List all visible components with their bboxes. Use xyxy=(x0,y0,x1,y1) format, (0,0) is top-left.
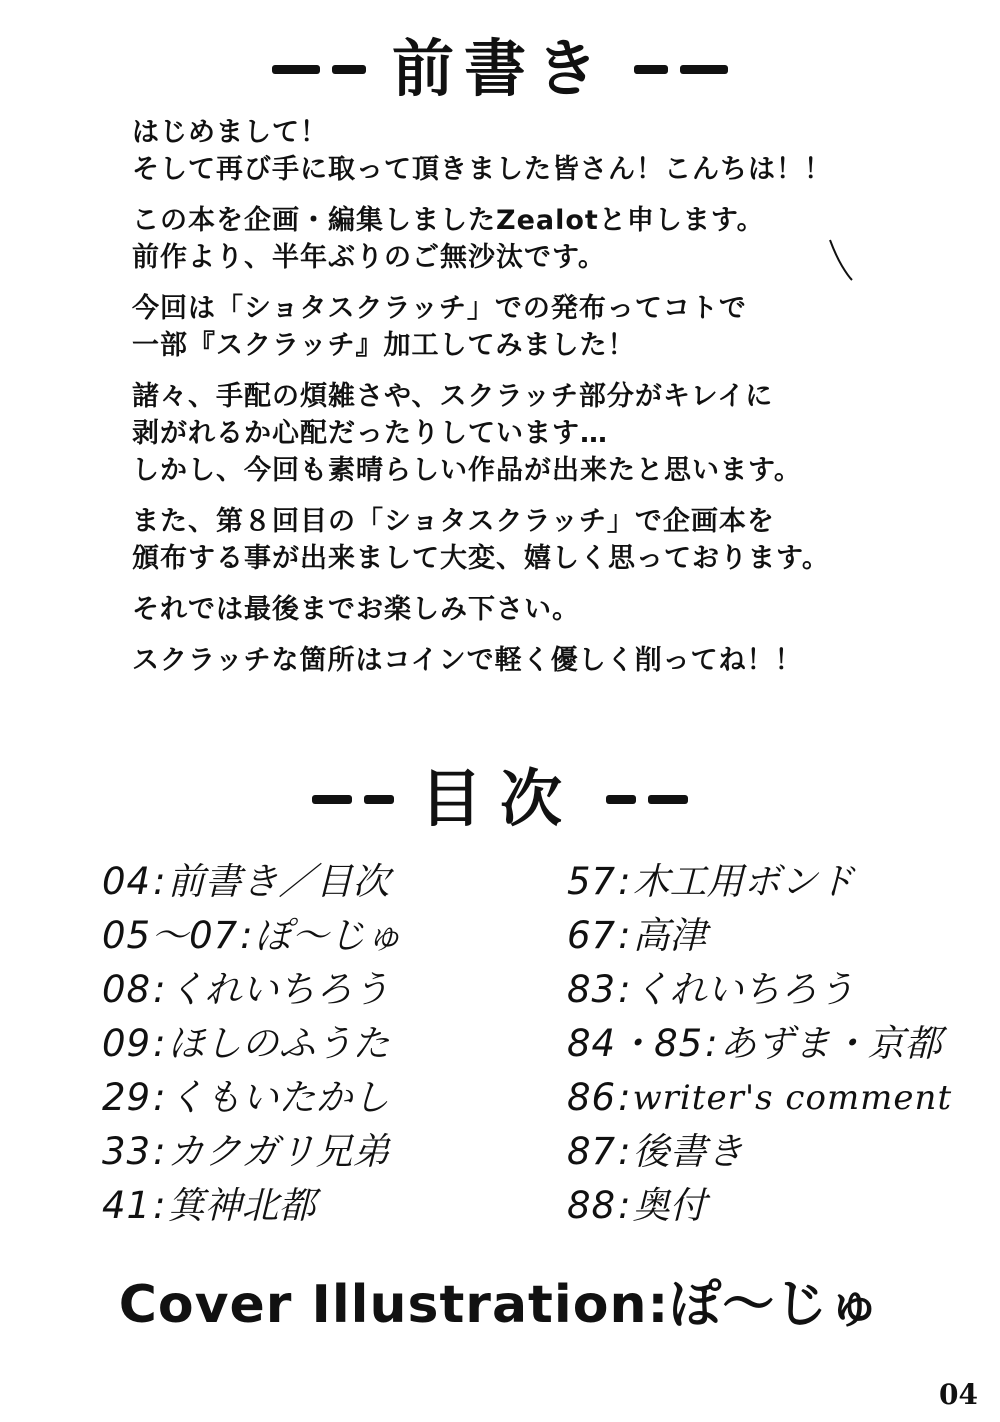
preface-paragraph xyxy=(132,503,892,577)
toc-entry xyxy=(102,1017,403,1071)
cover-artist: ぽ～じゅ xyxy=(669,1275,882,1335)
heading-dashes-right xyxy=(606,795,688,804)
toc-entry-title: 箕神北都 xyxy=(167,1184,316,1227)
preface-line: それでは最後までお楽しみ下さい。 xyxy=(132,594,580,625)
preface-line: 頒布する事が出来まして大変、嬉しく思っております。 xyxy=(132,543,830,574)
toc-entry xyxy=(567,1017,952,1071)
toc-separator: : xyxy=(618,1130,631,1173)
heading-dashes-right xyxy=(634,65,728,74)
toc-entry-title: writer's comment xyxy=(632,1078,953,1118)
preface-line: この本を企画・編集しましたZealotと申します。 xyxy=(132,205,765,236)
toc-entry-title: 前書き／目次 xyxy=(167,860,390,903)
toc-separator: : xyxy=(618,860,631,903)
toc-entry xyxy=(102,1179,403,1233)
toc-separator: : xyxy=(618,1076,631,1119)
preface-paragraph xyxy=(132,202,892,276)
preface-paragraph xyxy=(132,591,892,628)
toc-page-number: 33 xyxy=(102,1130,152,1173)
preface-line: そして再び手に取って頂きました皆さん！こんちは！！ xyxy=(132,154,832,185)
toc-entry xyxy=(567,1125,952,1179)
preface-line: 今回は「ショタスクラッチ」での発布ってコトで xyxy=(132,293,747,324)
toc-heading xyxy=(0,762,1000,835)
toc-page-number: 09 xyxy=(102,1022,152,1065)
heading-dashes-left xyxy=(272,65,366,74)
toc-entry xyxy=(102,1125,403,1179)
toc-entry xyxy=(102,909,403,963)
toc-entry xyxy=(102,963,403,1017)
toc-entry-title: くれいちろう xyxy=(167,968,390,1011)
cover-separator: : xyxy=(647,1275,670,1335)
toc-page-number: 05～07 xyxy=(102,914,239,957)
preface-paragraph xyxy=(132,290,892,364)
toc-separator: : xyxy=(618,968,631,1011)
preface-line: 一部『スクラッチ』加工してみました！ xyxy=(132,330,636,361)
preface-line: 剥がれるか心配だったりしています… xyxy=(132,418,608,449)
toc-entry-title: ほしのふうた xyxy=(167,1022,390,1065)
toc-entry xyxy=(567,1179,952,1233)
toc-entry xyxy=(567,855,952,909)
toc-entry xyxy=(567,963,952,1017)
toc-column-right xyxy=(567,855,952,1233)
preface-paragraph xyxy=(132,642,892,679)
preface-line: スクラッチな箇所はコインで軽く優しく削ってね！！ xyxy=(132,645,803,676)
preface-paragraph xyxy=(132,114,892,188)
toc-separator: : xyxy=(153,860,166,903)
page-number: 04 xyxy=(939,1378,978,1411)
preface-line: はじめまして！ xyxy=(132,117,328,148)
toc-separator: : xyxy=(618,914,631,957)
toc-page-number: 29 xyxy=(102,1076,152,1119)
toc-entry-title: くもいたかし xyxy=(167,1076,390,1119)
preface-line: 前作より、半年ぶりのご無沙汰です。 xyxy=(132,242,606,273)
toc-page-number: 88 xyxy=(567,1184,617,1227)
toc-separator: : xyxy=(618,1184,631,1227)
toc-separator: : xyxy=(153,1076,166,1119)
heading-dashes-left xyxy=(312,795,394,804)
toc-entry-title: くれいちろう xyxy=(632,968,855,1011)
cover-credit xyxy=(0,1262,1000,1337)
toc-entry xyxy=(102,855,403,909)
toc-column-left xyxy=(102,855,403,1233)
toc-separator: : xyxy=(153,1184,166,1227)
toc-page-number: 86 xyxy=(567,1076,617,1119)
toc-separator: : xyxy=(153,1130,166,1173)
pen-stroke-mark xyxy=(826,238,856,282)
toc-separator: : xyxy=(153,1022,166,1065)
toc-entry xyxy=(102,1071,403,1125)
toc-page-number: 67 xyxy=(567,914,617,957)
toc-page-number: 04 xyxy=(102,860,152,903)
toc-entry-title: ぽ～じゅ xyxy=(254,914,403,957)
preface-paragraph xyxy=(132,378,892,489)
toc-separator: : xyxy=(705,1022,718,1065)
toc-entry xyxy=(567,1071,952,1125)
preface-line: また、第８回目の「ショタスクラッチ」で企画本を xyxy=(132,506,775,537)
toc-separator: : xyxy=(240,914,253,957)
toc-page-number: 84・85 xyxy=(567,1022,704,1065)
cover-label: Cover Illustration xyxy=(118,1275,648,1335)
toc-title: 目次 xyxy=(419,762,580,835)
toc-entry-title: 奥付 xyxy=(632,1184,707,1227)
preface-body xyxy=(132,114,892,693)
toc-entry xyxy=(567,909,952,963)
toc-page-number: 41 xyxy=(102,1184,152,1227)
toc-page-number: 87 xyxy=(567,1130,617,1173)
toc-separator: : xyxy=(153,968,166,1011)
preface-line: しかし、今回も素晴らしい作品が出来たと思います。 xyxy=(132,455,802,486)
toc-entry-title: 木工用ボンド xyxy=(632,860,855,903)
toc-entry-title: 高津 xyxy=(632,914,707,957)
toc-page-number: 83 xyxy=(567,968,617,1011)
toc-entry-title: 後書き xyxy=(632,1130,744,1173)
toc-page-number: 57 xyxy=(567,860,617,903)
preface-title: 前書き xyxy=(391,32,608,105)
toc-page-number: 08 xyxy=(102,968,152,1011)
toc-entry-title: あずま・京都 xyxy=(719,1022,942,1065)
preface-line: 諸々、手配の煩雑さや、スクラッチ部分がキレイに xyxy=(132,381,774,412)
preface-heading xyxy=(0,32,1000,105)
toc-entry-title: カクガリ兄弟 xyxy=(167,1130,390,1173)
